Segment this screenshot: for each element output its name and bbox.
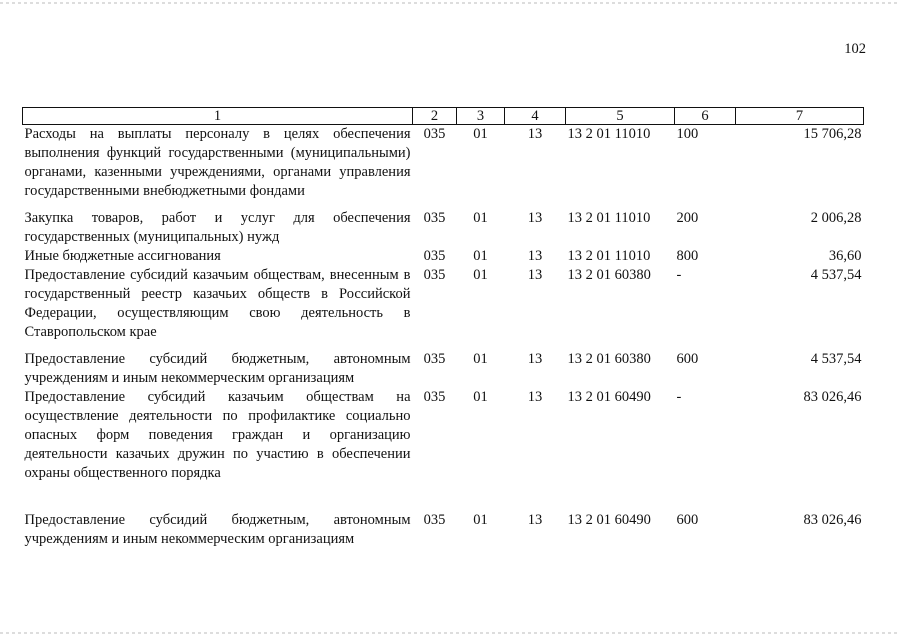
header-col-5: 5 — [566, 108, 675, 125]
header-col-7: 7 — [736, 108, 864, 125]
row-target-article: 13 2 01 11010 — [567, 210, 651, 226]
row-amount: 15 706,28 — [803, 126, 862, 142]
row-ministry-code: 035 — [423, 248, 446, 264]
row-expense-type: 800 — [676, 248, 699, 264]
scan-artifact-top — [0, 2, 897, 4]
table-row — [23, 209, 864, 247]
row-expense-type: 100 — [676, 126, 699, 142]
row-amount: 2 006,28 — [810, 210, 862, 226]
row-section: 01 — [473, 267, 488, 283]
row-amount: 36,60 — [828, 248, 862, 264]
row-section: 01 — [473, 126, 488, 142]
row-description: Предоставление субсидий бюджетным, автономным учреждениям и иным некоммерческим организациям — [24, 512, 411, 547]
table-row — [23, 125, 864, 210]
row-section: 01 — [473, 389, 488, 405]
row-subsection: 13 — [527, 389, 543, 405]
row-subsection: 13 — [527, 210, 543, 226]
row-section: 01 — [473, 351, 488, 367]
page-number: 102 — [844, 41, 866, 57]
row-ministry-code: 035 — [423, 351, 446, 367]
table-header-row — [23, 108, 864, 125]
row-subsection: 13 — [527, 351, 543, 367]
row-amount: 4 537,54 — [810, 351, 862, 367]
row-expense-type: 600 — [676, 351, 699, 367]
row-target-article: 13 2 01 60490 — [567, 512, 651, 528]
row-target-article: 13 2 01 60380 — [567, 351, 651, 367]
header-col-4: 4 — [505, 108, 566, 125]
row-section: 01 — [473, 210, 488, 226]
row-description: Предоставление субсидий казачьим обществам на осуществление деятельности по профилактике социально опасных форм поведения граждан и организацию деятельности казачьих дружин по участию в обеспечении охраны общественного порядка — [24, 389, 411, 481]
row-target-article: 13 2 01 11010 — [567, 126, 651, 142]
row-amount: 83 026,46 — [803, 389, 862, 405]
row-section: 01 — [473, 512, 488, 528]
row-description: Закупка товаров, работ и услуг для обеспечения государственных (муниципальных) нужд — [24, 210, 411, 245]
row-ministry-code: 035 — [423, 126, 446, 142]
table-row — [23, 511, 864, 557]
row-subsection: 13 — [527, 248, 543, 264]
row-description: Расходы на выплаты персоналу в целях обеспечения выполнения функций государственными (муниципальными) органами, казенными учреждениями, органами управления государственными внебюджетными фондами — [24, 126, 411, 199]
row-amount: 83 026,46 — [803, 512, 862, 528]
header-col-1: 1 — [23, 108, 413, 125]
row-amount: 4 537,54 — [810, 267, 862, 283]
row-description: Иные бюджетные ассигнования — [24, 248, 221, 264]
row-expense-type: - — [676, 389, 682, 405]
header-col-6: 6 — [675, 108, 736, 125]
row-subsection: 13 — [527, 126, 543, 142]
table-row — [23, 247, 864, 266]
table-row — [23, 388, 864, 511]
header-col-2: 2 — [413, 108, 457, 125]
row-expense-type: 600 — [676, 512, 699, 528]
row-subsection: 13 — [527, 267, 543, 283]
budget-table — [22, 107, 864, 557]
row-description: Предоставление субсидий бюджетным, автономным учреждениям и иным некоммерческим организациям — [24, 351, 411, 386]
row-description: Предоставление субсидий казачьим обществам, внесенным в государственный реестр казачьих обществ в Российской Федерации, осуществляющим свою деятельность в Ставропольском крае — [24, 267, 411, 340]
row-expense-type: - — [676, 267, 682, 283]
row-ministry-code: 035 — [423, 267, 446, 283]
table-row — [23, 266, 864, 350]
table-row — [23, 350, 864, 388]
row-target-article: 13 2 01 60490 — [567, 389, 651, 405]
row-target-article: 13 2 01 60380 — [567, 267, 651, 283]
header-col-3: 3 — [457, 108, 505, 125]
row-subsection: 13 — [527, 512, 543, 528]
row-ministry-code: 035 — [423, 389, 446, 405]
row-expense-type: 200 — [676, 210, 699, 226]
row-ministry-code: 035 — [423, 512, 446, 528]
row-target-article: 13 2 01 11010 — [567, 248, 651, 264]
row-ministry-code: 035 — [423, 210, 446, 226]
row-section: 01 — [473, 248, 488, 264]
scan-artifact-bottom — [0, 632, 897, 634]
